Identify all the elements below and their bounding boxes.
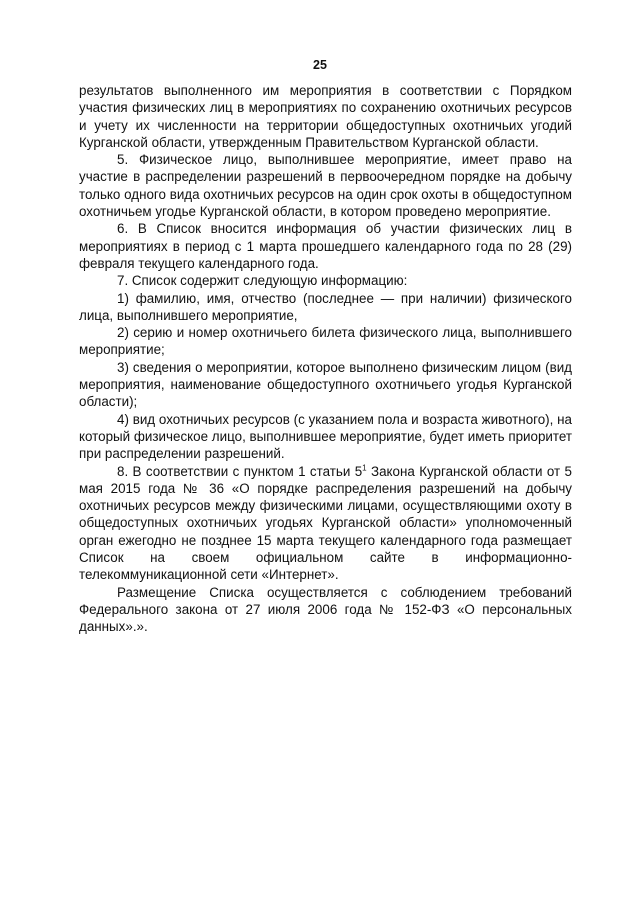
article-superscript: 1 — [362, 463, 367, 473]
item-8-text-start: 8. В соответствии с пунктом 1 статьи 5 — [117, 463, 363, 479]
paragraph-item-8 — [79, 463, 572, 584]
paragraph-item-7-1: 1) фамилию, имя, отчество (последнее — при наличии) физического лица, выполнившего мероприятие, — [79, 290, 572, 323]
page-number: 25 — [313, 58, 327, 72]
document-body — [79, 82, 572, 636]
paragraph-item-6: 6. В Список вносится информация об участии физических лиц в мероприятиях в период с 1 марта прошедшего календарного года по 28 (29) февраля текущего календарного года. — [79, 221, 572, 271]
paragraph-item-7-3: 3) сведения о мероприятии, которое выполнено физическим лицом (вид мероприятия, наименование общедоступного охотничьего угодья Курганской области); — [79, 359, 572, 410]
paragraph-item-7: 7. Список содержит следующую информацию: — [117, 273, 408, 289]
paragraph-item-7-2: 2) серию и номер охотничьего билета физического лица, выполнившего мероприятие; — [79, 325, 572, 358]
item-8-text-end: Закона Курганской области от 5 мая 2015 года № 36 «О порядке распределения разрешений на добычу охотничьих ресурсов между физическими лицами, осуществляющими охоту в общедоступных охотничьих угодьях Курганской области» уполномоченный орган ежегодно не позднее 15 марта текущего календарного года размещает Список на своем официальном сайте в информационно-телекоммуникационной сети «Интернет». — [79, 463, 572, 583]
paragraph-continuation: результатов выполненного им мероприятия в соответствии с Порядком участия физических лиц в мероприятиях по сохранению охотничьих ресурсов и учету их численности на территории общедоступных охотничьих угодий Курганской области, утвержденным Правительством Курганской области. — [79, 83, 572, 150]
paragraph-item-5: 5. Физическое лицо, выполнившее мероприятие, имеет право на участие в распределении разрешений в первоочередном порядке на добычу только одного вида охотничьих ресурсов на один срок охоты в общедоступном охотничьем угодье Курганской области, в котором проведено мероприятие. — [79, 152, 572, 220]
paragraph-item-7-4: 4) вид охотничьих ресурсов (с указанием пола и возраста животного), на который физическое лицо, выполнившее мероприятие, будет иметь приоритет при распределении разрешений. — [79, 411, 572, 462]
paragraph-final: Размещение Списка осуществляется с соблюдением требований Федерального закона от 27 июля 2006 года № 152-ФЗ «О персональных данных».». — [79, 584, 572, 635]
